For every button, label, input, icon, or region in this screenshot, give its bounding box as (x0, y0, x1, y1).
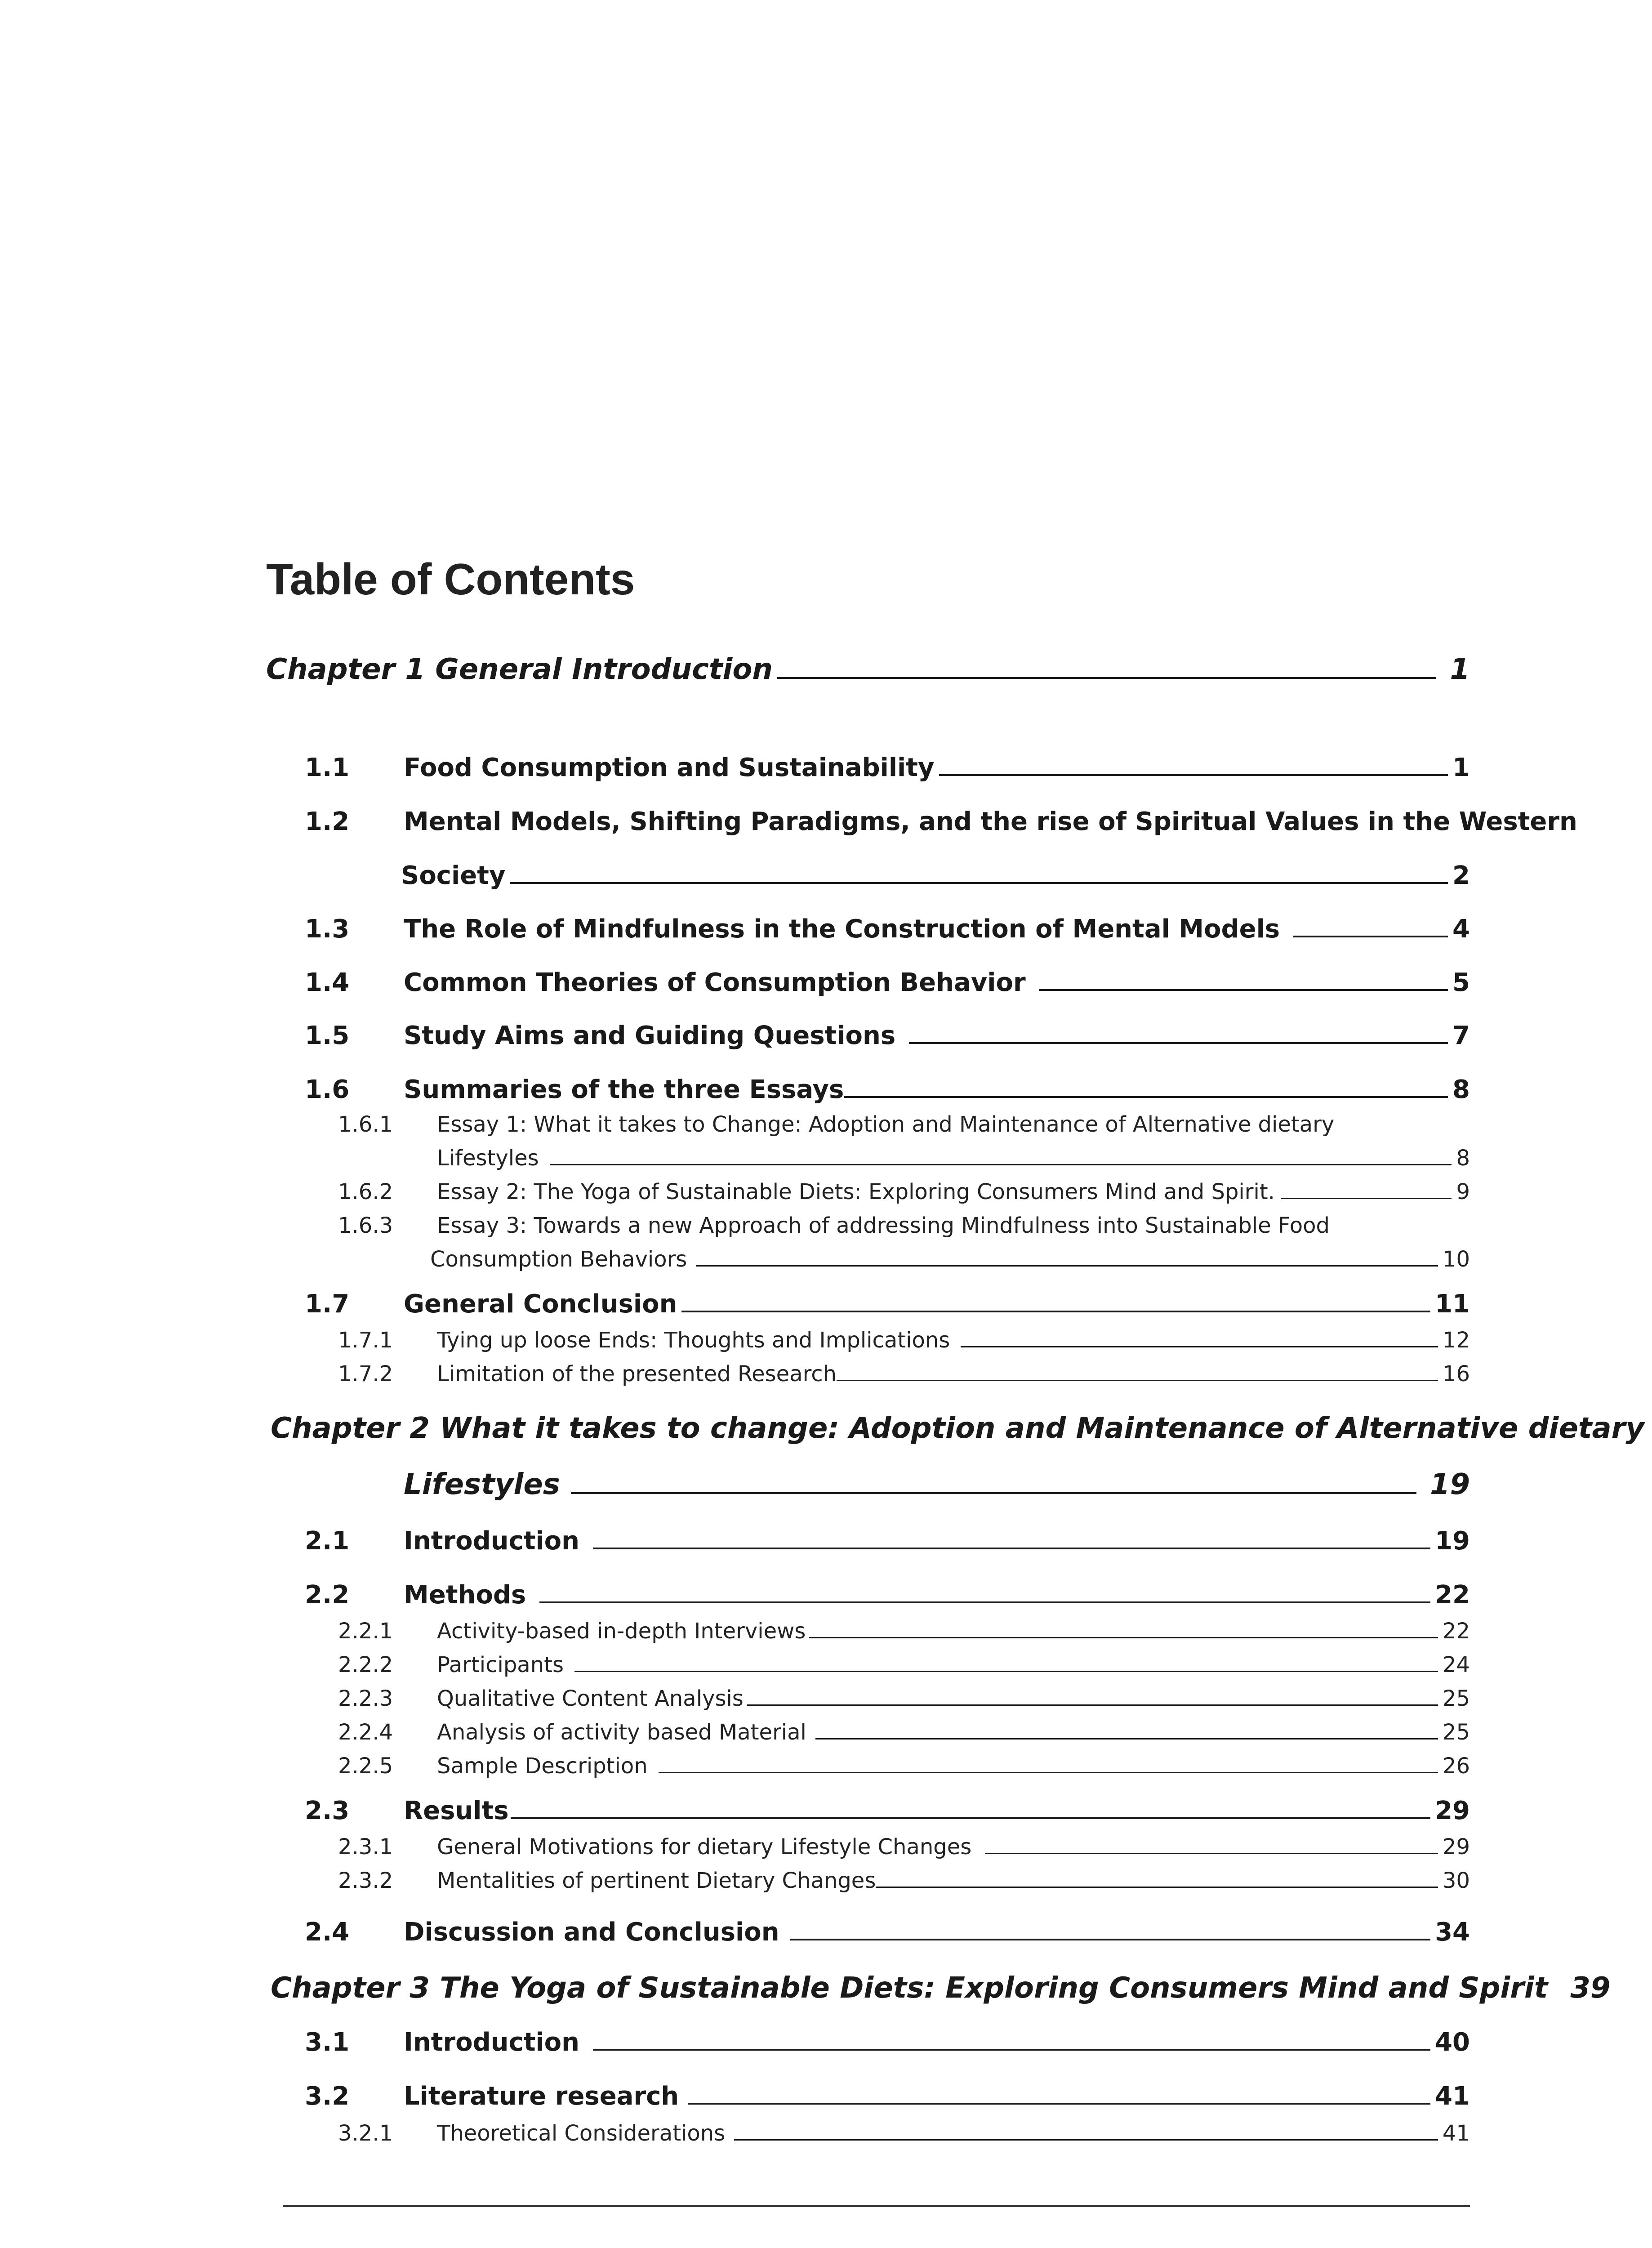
toc-section-3-2[interactable] (404, 2082, 1470, 2111)
toc-subsection-number: 2.2.3 (338, 1686, 393, 1711)
toc-leader (571, 1492, 1416, 1494)
toc-page-number: 24 (1442, 1652, 1470, 1677)
toc-entry-text-line2: Consumption Behaviors (430, 1247, 687, 1272)
toc-section-2-2[interactable] (404, 1580, 1470, 1610)
toc-subsection-number: 1.7.1 (338, 1328, 393, 1353)
toc-leader (909, 1042, 1448, 1044)
toc-page-number: 39 (1570, 1971, 1611, 2005)
toc-section-2-3[interactable] (404, 1796, 1470, 1825)
toc-page-number: 29 (1435, 1796, 1470, 1825)
toc-section-number: 1.2 (305, 807, 350, 836)
toc-page-number: 8 (1452, 1075, 1470, 1104)
toc-leader (837, 1380, 1438, 1381)
toc-entry-text: Introduction (404, 1526, 580, 1556)
toc-section-1-3[interactable] (404, 914, 1470, 944)
toc-leader (939, 774, 1448, 776)
toc-page-number: 25 (1442, 1720, 1470, 1745)
toc-page-number: 34 (1435, 1918, 1470, 1947)
toc-leader (574, 1671, 1438, 1672)
toc-section-number: 1.7 (305, 1289, 350, 1319)
toc-entry-text-line1: Mental Models, Shifting Paradigms, and the rise of Spiritual Values in the Western (404, 807, 1577, 836)
toc-leader (961, 1346, 1438, 1347)
toc-subsection-3-2-1[interactable] (437, 2121, 1470, 2146)
footer-rule (283, 2205, 1470, 2207)
toc-leader (510, 882, 1448, 884)
toc-subsection-1-6-3[interactable] (430, 1247, 1470, 1272)
toc-subsection-2-2-2[interactable] (437, 1652, 1470, 1677)
toc-entry-text: Essay 2: The Yoga of Sustainable Diets: Exploring Consumers Mind and Spirit. (437, 1179, 1275, 1204)
toc-entry-text-line2: Lifestyles (404, 1468, 560, 1501)
toc-leader (777, 677, 1437, 679)
toc-section-number: 1.5 (305, 1021, 350, 1050)
toc-page-number: 8 (1456, 1146, 1470, 1171)
toc-section-number: 3.1 (305, 2028, 350, 2057)
toc-leader (747, 1704, 1438, 1706)
toc-section-number: 1.4 (305, 968, 350, 997)
toc-page-number: 1 (1452, 753, 1470, 782)
toc-section-1-5[interactable] (404, 1021, 1470, 1050)
toc-subsection-2-2-4[interactable] (437, 1720, 1470, 1745)
toc-section-1-4[interactable] (404, 968, 1470, 997)
toc-subsection-2-2-3[interactable] (437, 1686, 1470, 1711)
toc-leader (681, 1311, 1430, 1312)
toc-entry-text: The Role of Mindfulness in the Construction of Mental Models (404, 914, 1280, 944)
toc-subsection-number: 2.3.1 (338, 1834, 393, 1860)
toc-entry-text: Methods (404, 1580, 526, 1610)
toc-entry-text: Limitation of the presented Research (437, 1361, 837, 1387)
toc-page-number: 41 (1442, 2121, 1470, 2146)
toc-page-number: 25 (1442, 1686, 1470, 1711)
toc-entry-text: Common Theories of Consumption Behavior (404, 968, 1026, 997)
toc-section-1-1[interactable] (404, 753, 1470, 782)
toc-subsection-number: 2.2.1 (338, 1619, 393, 1644)
toc-entry-text: Summaries of the three Essays (404, 1075, 844, 1104)
toc-entry-text: Study Aims and Guiding Questions (404, 1021, 896, 1050)
toc-leader (1281, 1198, 1452, 1199)
toc-page-number: 1 (1450, 653, 1470, 686)
toc-section-number: 2.4 (305, 1918, 350, 1947)
toc-section-1-2[interactable] (401, 861, 1470, 890)
toc-entry-text: Tying up loose Ends: Thoughts and Implications (437, 1328, 950, 1353)
toc-page-number: 19 (1435, 1526, 1470, 1556)
toc-leader (550, 1164, 1452, 1165)
toc-subsection-1-6-2[interactable] (437, 1179, 1470, 1204)
toc-entry-text: Results (404, 1796, 509, 1825)
toc-leader (1039, 989, 1448, 991)
toc-section-number: 1.1 (305, 753, 350, 782)
toc-subsection-1-7-1[interactable] (437, 1328, 1470, 1353)
toc-page-number: 12 (1442, 1328, 1470, 1353)
toc-subsection-number: 2.2.4 (338, 1720, 393, 1745)
toc-leader (659, 1772, 1438, 1773)
toc-subsection-number: 2.2.5 (338, 1753, 393, 1779)
toc-subsection-number: 2.3.2 (338, 1868, 393, 1893)
toc-entry-text-line1: Essay 3: Towards a new Approach of addressing Mindfulness into Sustainable Food (437, 1213, 1330, 1238)
toc-subsection-number: 1.6.1 (338, 1112, 393, 1137)
toc-subsection-1-6-1[interactable] (437, 1146, 1470, 1171)
toc-entry-text: Chapter 1 General Introduction (266, 653, 773, 686)
toc-entry-text-line1: Essay 1: What it takes to Change: Adoption and Maintenance of Alternative dietary (437, 1112, 1335, 1137)
toc-page-number: 30 (1442, 1868, 1470, 1893)
toc-subsection-number: 1.6.3 (338, 1213, 393, 1238)
toc-page-number: 26 (1442, 1753, 1470, 1779)
toc-leader (815, 1738, 1438, 1740)
toc-entry-text: Theoretical Considerations (437, 2121, 726, 2146)
toc-chapter-2[interactable] (404, 1468, 1470, 1501)
toc-subsection-number: 2.2.2 (338, 1652, 393, 1677)
toc-leader (734, 2139, 1438, 2141)
toc-page-number: 19 (1429, 1468, 1470, 1501)
toc-entry-text: Introduction (404, 2028, 580, 2057)
toc-page-number: 29 (1442, 1834, 1470, 1860)
toc-entry-text: Food Consumption and Sustainability (404, 753, 935, 782)
toc-page-number: 11 (1435, 1289, 1470, 1319)
toc-leader (1293, 936, 1448, 937)
toc-entry-text: Sample Description (437, 1753, 648, 1779)
toc-leader (696, 1265, 1438, 1267)
toc-leader (593, 1548, 1430, 1549)
toc-entry-text: General Conclusion (404, 1289, 677, 1319)
toc-subsection-number: 1.7.2 (338, 1361, 393, 1387)
toc-entry-text: Analysis of activity based Material (437, 1720, 806, 1745)
toc-section-1-7[interactable] (404, 1289, 1470, 1319)
toc-leader (876, 1887, 1438, 1888)
toc-leader (844, 1096, 1448, 1098)
toc-entry-text: Mentalities of pertinent Dietary Changes (437, 1868, 876, 1893)
toc-section-1-6[interactable] (404, 1075, 1470, 1104)
toc-section-number: 2.3 (305, 1796, 350, 1825)
toc-leader (809, 1637, 1438, 1638)
toc-section-number: 2.1 (305, 1526, 350, 1556)
toc-page-number: 40 (1435, 2028, 1470, 2057)
page-title: Table of Contents (266, 554, 635, 604)
toc-leader (985, 1853, 1438, 1854)
toc-entry-text: Literature research (404, 2082, 679, 2111)
toc-subsection-2-2-5[interactable] (437, 1753, 1470, 1779)
toc-entry-text: Qualitative Content Analysis (437, 1686, 744, 1711)
toc-leader (790, 1939, 1430, 1940)
toc-page-number: 16 (1442, 1361, 1470, 1387)
toc-page-number: 9 (1456, 1179, 1470, 1204)
toc-page-number: 7 (1452, 1021, 1470, 1050)
toc-subsection-2-2-1[interactable] (437, 1619, 1470, 1644)
toc-entry-text: Participants (437, 1652, 564, 1677)
toc-leader (511, 1817, 1430, 1819)
toc-entry-text: Activity-based in-depth Interviews (437, 1619, 806, 1644)
toc-page-number: 4 (1452, 914, 1470, 944)
toc-section-number: 1.3 (305, 914, 350, 944)
toc-subsection-number: 1.6.2 (338, 1179, 393, 1204)
toc-entry-text: Discussion and Conclusion (404, 1918, 779, 1947)
toc-subsection-number: 3.2.1 (338, 2121, 393, 2146)
toc-chapter-1[interactable] (266, 653, 1470, 686)
toc-section-2-4[interactable] (404, 1918, 1470, 1947)
toc-leader (593, 2049, 1430, 2051)
toc-subsection-2-3-1[interactable] (437, 1834, 1470, 1860)
toc-chapter-text-line1: Chapter 2 What it takes to change: Adoption and Maintenance of Alternative dietary (271, 1412, 1644, 1445)
toc-page-number: 10 (1442, 1247, 1470, 1272)
toc-page-number: 22 (1435, 1580, 1470, 1610)
toc-leader (539, 1601, 1430, 1603)
toc-section-number: 2.2 (305, 1580, 350, 1610)
toc-entry-text: General Motivations for dietary Lifestyle Changes (437, 1834, 972, 1860)
toc-leader (688, 2103, 1430, 2105)
toc-section-2-1[interactable] (404, 1526, 1470, 1556)
toc-page-number: 2 (1452, 861, 1470, 890)
toc-page-number: 5 (1452, 968, 1470, 997)
toc-entry-text-line2: Society (401, 861, 506, 890)
toc-entry-text: Chapter 3 The Yoga of Sustainable Diets: Exploring Consumers Mind and Spirit (271, 1971, 1548, 2005)
toc-section-number: 1.6 (305, 1075, 350, 1104)
toc-entry-text-line2: Lifestyles (437, 1146, 539, 1171)
toc-subsection-1-7-2[interactable] (437, 1361, 1470, 1387)
toc-section-3-1[interactable] (404, 2028, 1470, 2057)
toc-chapter-3[interactable] (271, 1971, 1611, 2005)
toc-page-number: 22 (1442, 1619, 1470, 1644)
toc-subsection-2-3-2[interactable] (437, 1868, 1470, 1893)
toc-page-number: 41 (1435, 2082, 1470, 2111)
toc-section-number: 3.2 (305, 2082, 350, 2111)
